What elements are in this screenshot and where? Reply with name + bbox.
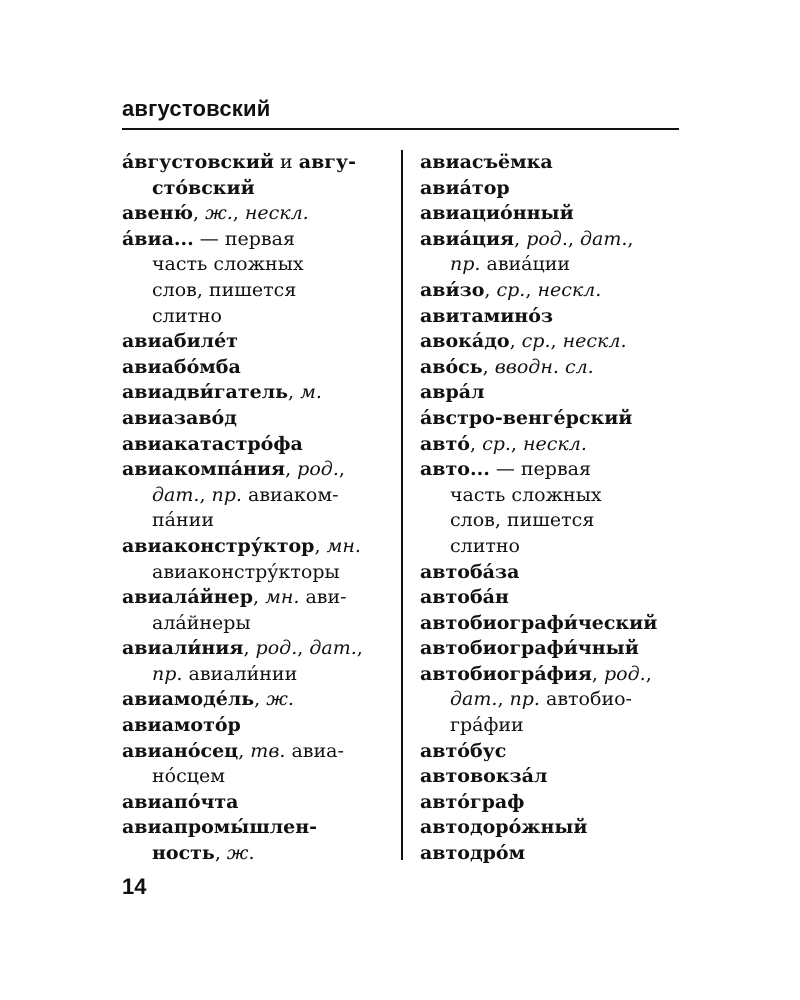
grammar-label: нескл. [562,330,627,353]
entry-text: , [482,355,495,378]
headword: авиамоде́ль [122,688,255,711]
headword: авра́л [420,381,485,404]
entry-line [420,380,680,406]
entry-text: но́сцем [152,765,225,788]
dictionary-entry [420,611,680,637]
grammar-label: м. [300,381,322,404]
dictionary-entry [420,304,680,330]
dictionary-entry [122,585,392,636]
entry-text: и [274,151,299,173]
dictionary-entry [122,636,392,687]
entry-line [420,841,680,867]
entry-text: гра́фии [450,714,524,737]
entry-continuation-line [122,841,392,867]
entry-text: , [243,637,256,660]
entry-text: , [509,330,522,353]
entry-line [122,636,392,662]
dictionary-entry [420,739,680,765]
entry-line [420,739,680,765]
headword: авиа́тор [420,176,510,199]
entry-text: , [627,227,634,250]
headword: а́вгустовский [122,151,275,173]
entry-line [420,585,680,611]
entry-line [420,457,680,483]
entry-continuation-line [122,252,392,278]
headword: а́виа... [122,227,194,250]
entry-continuation-line [122,508,392,534]
entry-text: — первая [489,458,591,481]
entry-text: , [567,227,580,250]
grammar-label: пр. [211,483,242,506]
dictionary-entry [420,815,680,841]
headword: авиацио́нный [420,202,574,225]
headword: автоба́н [420,586,509,609]
entry-text: автобио- [539,688,632,711]
headword: ность [152,842,215,865]
headword: сто́вский [152,176,255,199]
entry-text: авиаком- [241,483,339,506]
entry-text: авиаконстру́кторы [152,560,340,583]
entry-line [420,176,680,202]
entry-continuation-line [420,534,680,560]
dictionary-entry [122,739,392,790]
dictionary-entry [122,790,392,816]
entry-text: , [550,330,563,353]
entry-text: , [214,842,227,865]
entry-line [420,662,680,688]
grammar-label: дат. [309,637,357,660]
entry-line [420,560,680,586]
entry-line [122,150,392,176]
headword: авто... [420,458,490,481]
header-rule [122,128,679,130]
headword: автобиографи́ческий [420,611,658,634]
dictionary-entry [122,815,392,866]
headword: автобиогра́фия [420,662,592,685]
dictionary-entry [122,227,392,329]
dictionary-entry [420,150,680,176]
entry-text: , [199,483,212,506]
dictionary-column-left [122,150,392,867]
entry-line [122,534,392,560]
headword: а́встро-венге́рский [420,406,633,429]
entry-line [122,687,392,713]
dictionary-entry [122,355,392,381]
grammar-label: тв. [250,739,286,762]
dictionary-entry [122,687,392,713]
entry-text: , [254,688,267,711]
entry-text: , [484,278,497,301]
entry-line [122,585,392,611]
entry-line [122,201,392,227]
entry-continuation-line [420,252,680,278]
entry-text: часть сложных [152,253,304,276]
headword: автодро́м [420,842,526,865]
grammar-label: ж. [205,202,233,225]
headword: авиакомпа́ния [122,458,286,481]
entry-text: , [314,534,327,557]
headword: авиадви́гатель [122,381,288,404]
headword: авто́бус [420,739,507,762]
grammar-label: дат. [450,688,498,711]
grammar-label: род. [526,227,568,250]
entry-line [420,304,680,330]
dictionary-entry [420,457,680,559]
entry-text: , [510,432,523,455]
grammar-label: нескл. [523,432,587,455]
entry-text: слитно [450,534,520,557]
entry-line [122,406,392,432]
dictionary-entry [420,432,680,458]
entry-line [122,380,392,406]
entry-text: слов, пишется [450,509,595,532]
entry-text: , [497,688,510,711]
grammar-label: пр. [509,688,540,711]
entry-line [420,201,680,227]
headword: автовокза́л [420,765,548,788]
entry-text: , [253,586,266,609]
dictionary-entry [420,662,680,739]
entry-text: ави- [299,586,347,609]
dictionary-entry [122,457,392,534]
entry-continuation-line [420,508,680,534]
entry-line [420,815,680,841]
entry-text: , [338,458,345,481]
dictionary-entry [122,713,392,739]
entry-line [420,329,680,355]
dictionary-entry [420,560,680,586]
entry-text: , [514,227,527,250]
entry-line [122,329,392,355]
entry-line [122,457,392,483]
entry-continuation-line [122,560,392,586]
entry-text: ала́йнеры [152,611,251,634]
grammar-label: нескл. [537,278,602,301]
entry-text: , [287,381,301,404]
dictionary-entry [420,278,680,304]
entry-line [122,713,392,739]
entry-continuation-line [122,278,392,304]
dictionary-entry [420,764,680,790]
grammar-label: пр. [152,662,183,685]
entry-text: , [469,432,483,455]
dictionary-entry [420,227,680,278]
entry-text: , [238,739,251,762]
entry-line [122,227,392,253]
entry-continuation-line [122,611,392,637]
dictionary-entry [122,201,392,227]
entry-text: па́нии [152,509,214,532]
headword: авиа́ция [420,227,515,250]
dictionary-entry [122,432,392,458]
entry-line [420,790,680,816]
dictionary-entry [420,380,680,406]
entry-line [122,355,392,381]
entry-line [420,355,680,381]
entry-line [420,150,680,176]
grammar-label: род. [604,662,646,685]
entry-continuation-line [420,713,680,739]
headword: авиакатастро́фа [122,432,303,455]
dictionary-entry [420,176,680,202]
headword: авиабиле́т [122,330,238,353]
entry-continuation-line [122,483,392,509]
headword: авиабо́мба [122,355,241,378]
entry-line [420,432,680,458]
entry-text: авиа́ции [480,253,571,276]
grammar-label: вводн. сл. [494,355,594,378]
grammar-label: ж. [266,688,294,711]
dictionary-entry [122,329,392,355]
column-divider [401,150,403,860]
entry-line [122,815,392,841]
running-head: августовский [122,96,271,121]
grammar-label: нескл. [244,202,309,225]
entry-line [420,764,680,790]
headword: ави́зо [420,278,485,301]
dictionary-entry [420,355,680,381]
headword: автобиографи́чный [420,637,639,660]
grammar-label: ср. [496,278,526,301]
dictionary-entry [122,380,392,406]
grammar-label: род. [297,458,339,481]
grammar-label: мн. [326,534,361,557]
entry-continuation-line [122,304,392,330]
dictionary-entry [420,585,680,611]
grammar-label: пр. [450,253,481,276]
headword: авиамото́р [122,714,241,737]
entry-text: часть сложных [450,483,602,506]
headword: авиапо́чта [122,790,239,813]
dictionary-entry [420,841,680,867]
entry-text: , [297,637,310,660]
entry-text: слов, пишется [152,278,297,301]
grammar-label: дат. [579,227,628,250]
headword: авиазаво́д [122,406,237,429]
headword: авиасъёмка [420,151,553,173]
entry-continuation-line [420,687,680,713]
entry-text: , [193,202,206,225]
headword: авто́граф [420,790,525,813]
headword: авока́до [420,330,510,353]
headword: авиаконстру́ктор [122,534,315,557]
entry-text: авиали́нии [182,662,298,685]
entry-text: , [285,458,298,481]
entry-line [420,611,680,637]
entry-continuation-line [420,483,680,509]
headword: авеню́ [122,202,193,225]
entry-text: , [591,662,604,685]
entry-continuation-line [122,176,392,202]
headword: аво́сь [420,355,483,378]
entry-text: авиа- [285,739,344,762]
headword: автоба́за [420,560,520,583]
grammar-label: род. [255,637,298,660]
entry-text: , [356,637,363,660]
headword: авиали́ния [122,637,244,660]
dictionary-entry [122,150,392,201]
entry-line [122,739,392,765]
page-number: 14 [122,874,147,899]
grammar-label: ср. [521,330,551,353]
entry-text: — первая [193,227,295,250]
dictionary-entry [420,636,680,662]
headword: авто́ [420,432,470,455]
grammar-label: дат. [152,483,200,506]
grammar-label: ж. [226,842,255,865]
headword: авиано́сец [122,739,239,762]
headword: авитамино́з [420,304,553,327]
dictionary-entry [420,201,680,227]
entry-continuation-line [122,764,392,790]
dictionary-column-right [420,150,680,867]
entry-line [122,790,392,816]
headword: авиала́йнер [122,586,253,609]
headword: автодоро́жный [420,816,588,839]
dictionary-entry [420,406,680,432]
dictionary-entry [420,329,680,355]
dictionary-entry [122,534,392,585]
headword: авгу- [298,151,356,173]
dictionary-entry [420,790,680,816]
entry-text: , [525,278,538,301]
entry-text: слитно [152,304,222,327]
entry-text: , [232,202,245,225]
entry-continuation-line [122,662,392,688]
headword: авиапромы́шлен- [122,816,318,839]
entry-line [420,278,680,304]
entry-line [420,406,680,432]
entry-text: , [645,662,652,685]
dictionary-entry [122,406,392,432]
entry-line [420,636,680,662]
grammar-label: мн. [265,586,300,609]
entry-line [122,432,392,458]
entry-line [420,227,680,253]
grammar-label: ср. [482,432,511,455]
